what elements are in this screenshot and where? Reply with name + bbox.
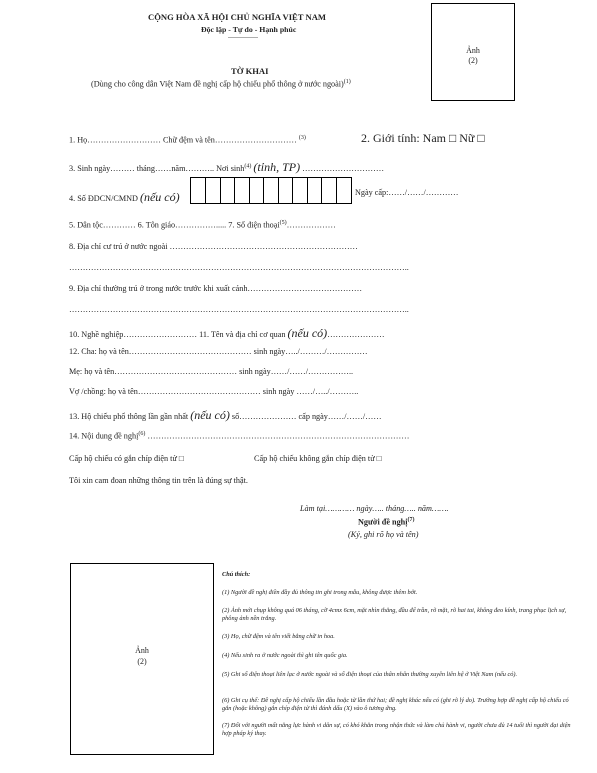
note-item: (1) Người đề nghị điền đầy đủ thông tin ghi trong mẫu, không được thêm bớt. (222, 589, 418, 596)
note-item: (4) Nếu sinh ra ở nước ngoài thì ghi tên quốc gia. (222, 652, 348, 659)
note-item: (2) Ảnh mới chụp không quá 06 tháng, cỡ 4cmx 6cm, mặt nhìn thẳng, đầu để trần, rõ mặt, rõ hai tai, không đeo kính, trang phục lịch sự, phông ảnh nền trắng. (222, 607, 567, 622)
field-spouse[interactable]: Vợ /chồng: họ và tên……………………………………… sinh ngày ……/…../……….. (69, 387, 359, 396)
field-family-name[interactable]: 1. Họ……………………… Chữ đệm và tên………………………… $^{(3)}$ (69, 135, 306, 145)
photo-label: Ảnh (135, 646, 149, 655)
field-ethnic-religion-phone[interactable]: 5. Dân tộc………… 6. Tôn giáo……………..... 7. Số điện thoại$^{(5)}$……………… (69, 220, 336, 230)
note-item: (7) Đối với người mất năng lực hành vi dân sự, có khó khăn trong nhận thức và làm chủ hành vi, người chưa đủ 14 tuổi thì người đại diện hợp pháp ký thay. (222, 722, 571, 737)
field-father[interactable]: 12. Cha: họ và tên……………………………………… sinh ngày…../………/…………… (69, 347, 368, 356)
note-item: (6) Ghi cụ thể: Đề nghị cấp hộ chiếu lần đầu hoặc từ lần thứ hai; đề nghị khác nếu có (ghi rõ lý do). Trường hợp đề nghị cấp hộ chiếu có gắn (hoặc không) gắn chíp điện tử thì đánh dấu (X) vào ô tương ứng. (222, 697, 569, 712)
signature-title: Người đề nghị$^{(7)}$ (358, 517, 415, 527)
field-overseas-address-cont[interactable]: …………………………………………………………………………………………………………….. (69, 263, 409, 272)
signature-place-date[interactable]: Làm tại………… ngày….. tháng….. năm……. (300, 504, 449, 513)
field-request[interactable]: 14. Nội dung đề nghị$^{(6)}$ …………………………………………………………………………………… (69, 431, 410, 441)
header-rule: --------------- (228, 35, 258, 41)
field-previous-passport[interactable]: 13. Hộ chiếu phổ thông lần gần nhất (nếu có) số………………… cấp ngày……/……/…… (69, 408, 382, 422)
field-gender[interactable]: 2. Giới tính: Nam □ Nữ □ (361, 131, 485, 145)
photo-label: Ảnh (466, 46, 480, 55)
declaration: Tôi xin cam đoan những thông tin trên là đúng sự thật. (69, 476, 248, 485)
form-subtitle: (Dùng cho công dân Việt Nam đề nghị cấp hộ chiếu phổ thông ở nước ngoài)$^{(1)}$ (91, 79, 351, 89)
national-motto: Độc lập - Tự do - Hạnh phúc (201, 25, 297, 34)
form-title: TỜ KHAI (231, 66, 269, 76)
signature-hint: (Ký, ghi rõ họ và tên) (348, 530, 419, 539)
photo-box-bottom (70, 563, 214, 755)
field-home-address-cont[interactable]: …………………………………………………………………………………………………………….. (69, 305, 409, 314)
field-occupation-employer[interactable]: 10. Nghề nghiệp……………………… 11. Tên và địa chỉ cơ quan (nếu có)………………… (69, 326, 385, 340)
photo-box-top (431, 3, 515, 101)
note-item: (5) Ghi số điện thoại liên lạc ở nước ngoài và số điện thoại của thân nhân thường xuyên liên hệ ở Việt Nam (nếu có). (222, 671, 518, 678)
id-number-boxes[interactable] (190, 177, 352, 204)
option-no-chip-passport[interactable]: Cấp hộ chiếu không gắn chíp điện tử □ (254, 454, 382, 463)
notes-heading: Chú thích: (222, 571, 251, 578)
field-mother[interactable]: Mẹ: họ và tên……………………………………… sinh ngày……/……/…………….. (69, 367, 354, 376)
country-name: CỘNG HÒA XÃ HỘI CHỦ NGHĨA VIỆT NAM (148, 12, 327, 22)
field-overseas-address[interactable]: 8. Địa chỉ cư trú ở nước ngoài …………………………………………………………… (69, 242, 358, 251)
field-home-address[interactable]: 9. Địa chỉ thường trú ở trong nước trước khi xuất cảnh…………………………………… (69, 284, 363, 293)
note-item: (3) Họ, chữ đệm và tên viết bằng chữ in hoa. (222, 633, 335, 640)
option-chip-passport[interactable]: Cấp hộ chiếu có gắn chíp điện tử □ (69, 454, 184, 463)
photo-note: (2) (468, 56, 478, 65)
field-id-issue-date[interactable]: Ngày cấp:……/……/………… (355, 188, 459, 197)
photo-note: (2) (137, 657, 147, 666)
field-id-number-label: 4. Số ĐDCN/CMND (nếu có) (69, 190, 180, 204)
field-birth[interactable]: 3. Sinh ngày……… tháng……năm……….. Nơi $\sinh^{(4)}$ (tỉnh, TP) ………………………… (69, 160, 384, 174)
